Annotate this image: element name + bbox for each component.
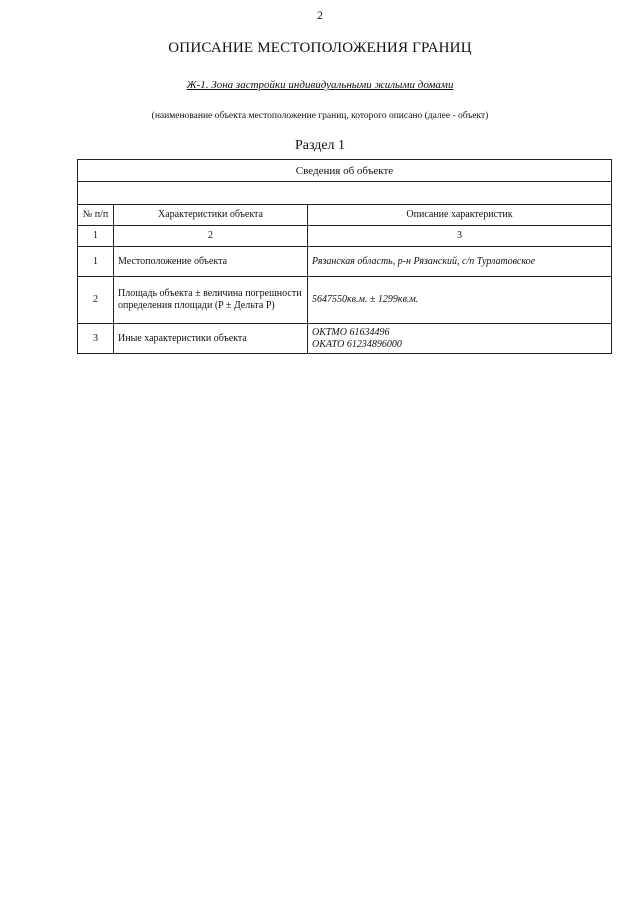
table-header-row: [78, 205, 612, 226]
column-number-1: 1: [78, 226, 114, 247]
header-number: № п/п: [78, 205, 114, 226]
column-number-3: 3: [308, 226, 612, 247]
object-info-table: [77, 159, 612, 354]
row-characteristic: Местоположение объекта: [114, 247, 308, 277]
column-number-row: [78, 226, 612, 247]
row-characteristic: Иные характеристики объекта: [114, 324, 308, 354]
row-description: 5647550кв.м. ± 1299кв.м.: [308, 277, 612, 324]
table-empty-row: [78, 182, 612, 205]
row-number: 2: [78, 277, 114, 324]
page-number: 2: [317, 8, 323, 22]
column-number-2: 2: [114, 226, 308, 247]
header-characteristic: Характеристики объекта: [114, 205, 308, 226]
row-description: [308, 324, 612, 354]
object-name: Ж-1. Зона застройки индивидуальными жилыми домами: [186, 79, 454, 91]
object-name-line: [0, 79, 640, 91]
row-description: Рязанская область, р-н Рязанский, с/п Турлатовское: [308, 247, 612, 277]
oktmo-code: ОКТМО 61634496: [312, 326, 390, 338]
table-title: Сведения об объекте: [78, 160, 612, 182]
object-name-caption: (наименование объекта местоположение границ, которого описано (далее - объект): [151, 111, 489, 121]
header-description: Описание характеристик: [308, 205, 612, 226]
row-number: 3: [78, 324, 114, 354]
section-title: Раздел 1: [294, 138, 346, 153]
table-row: [78, 247, 612, 277]
row-characteristic: Площадь объекта ± величина погрешности определения площади (P ± Дельта P): [114, 277, 308, 324]
table-row: [78, 324, 612, 354]
row-number: 1: [78, 247, 114, 277]
document-title: ОПИСАНИЕ МЕСТОПОЛОЖЕНИЯ ГРАНИЦ: [168, 40, 472, 56]
table-row: [78, 277, 612, 324]
okato-code: ОКАТО 61234896000: [312, 338, 402, 350]
